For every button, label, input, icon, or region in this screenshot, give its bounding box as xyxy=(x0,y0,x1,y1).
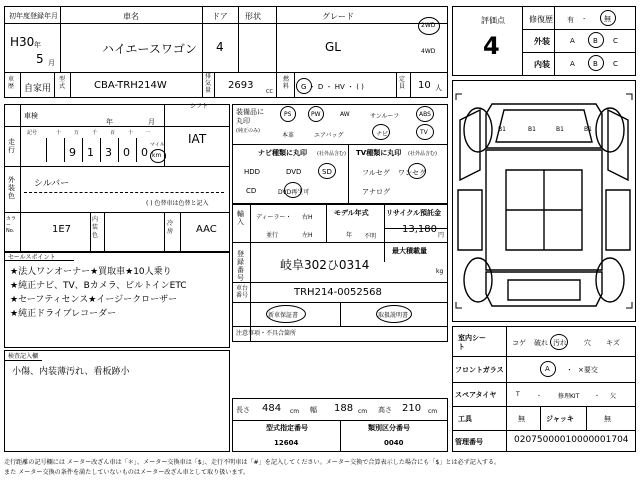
score-value: 4 xyxy=(483,32,500,60)
model-value: CBA-TRH214W xyxy=(94,80,167,91)
type-designation-value: 12604 xyxy=(274,439,299,447)
color-no-value: 1E7 xyxy=(52,224,72,235)
first-reg-era-year: H30 xyxy=(10,35,35,49)
mileage-digit-1: 9 xyxy=(69,146,76,159)
diagram-mark-b1-3: B1 xyxy=(556,126,564,133)
glass-sep: ・ xyxy=(566,366,573,374)
equip-airbag: エアバッグ xyxy=(314,132,344,139)
usage-value: 自家用 xyxy=(24,84,52,94)
spare-repair-kit: 修理KIT xyxy=(558,393,580,400)
tools-value: 無 xyxy=(518,415,525,423)
seat-scratch: キズ xyxy=(606,339,620,347)
seat-burn: コゲ xyxy=(512,339,526,347)
diagram-mark-b1-2: B1 xyxy=(528,126,536,133)
seat-dirty: 汚れ xyxy=(553,339,567,347)
unit-label-4: 百 xyxy=(110,130,116,136)
height-value: 210 xyxy=(402,403,422,414)
exterior-label: 外装 xyxy=(534,37,550,46)
registration-value: 岐阜302ひ0314 xyxy=(280,258,370,272)
glass-a: A xyxy=(545,365,550,373)
max-load-unit: kg xyxy=(436,268,444,275)
repair-history-yes: 有 xyxy=(567,16,574,24)
tv-type-label: TV種類に丸印 xyxy=(356,149,402,157)
mileage-digit-2: 1 xyxy=(87,146,94,159)
color-no-label: カラーNo. xyxy=(6,216,17,234)
equip-leather: 本革 xyxy=(282,132,295,139)
unit-label-3: 千 xyxy=(92,130,98,136)
equip-ps: PS xyxy=(284,111,292,118)
unit-label-2: 万 xyxy=(74,130,80,136)
fuel-label: 燃料 xyxy=(283,76,290,90)
inspector-text: 小傷、内装薄汚れ、看板跡小 xyxy=(12,367,130,377)
first-reg-month: 5 xyxy=(36,52,44,66)
recycle-unit: 円 xyxy=(438,232,445,239)
nav-dvd-play: DVD再生可 xyxy=(278,189,310,196)
jack-value: 無 xyxy=(604,415,611,423)
equip-abs: ABS xyxy=(419,111,431,118)
ac-value: AAC xyxy=(196,224,217,235)
length-label: 長さ xyxy=(236,406,250,414)
fuel-options: G ・ D ・ HV ・ ( ) xyxy=(301,83,364,91)
manual: 取扱説明書 xyxy=(378,312,409,319)
tv-fullseg: フルセグ xyxy=(362,169,390,177)
import-dealer: ディーラー・ xyxy=(256,214,292,221)
inspection-month-unit: 月 xyxy=(148,118,155,126)
import-label: 輸入 xyxy=(237,210,244,226)
equip-pw: PW xyxy=(311,111,321,118)
max-load-label: 最大積載量 xyxy=(392,247,427,255)
mileage-digit-3: 3 xyxy=(105,146,112,159)
glass-replace: ×要交 xyxy=(578,366,598,374)
chassis-value: TRH214-0052568 xyxy=(294,287,382,298)
inspection-year-unit: 年 xyxy=(106,118,113,126)
equip-sunroof: サンルーフ xyxy=(370,113,400,120)
exterior-b: B xyxy=(593,37,598,45)
nav-type-sub: (社外品含む) xyxy=(317,151,346,157)
displacement-unit: CC xyxy=(266,89,273,95)
width-label: 幅 xyxy=(310,406,317,414)
doors-label: ドア xyxy=(212,12,228,21)
recycle-amount: 13,180 xyxy=(402,224,437,235)
height-unit: cm xyxy=(428,408,438,415)
score-label: 評価点 xyxy=(481,16,505,25)
steering-left: 左H xyxy=(302,232,313,239)
footer-note-1: 走行距離の記号欄には メーター改ざん車は「＊」、メーター交換車は「$」、走行不明車は「#」を記入してください。メーター交換で合算表示した場合にも「$」とは必ず記入する。 xyxy=(4,459,501,466)
seat-hole: 穴 xyxy=(584,339,591,347)
color-label: 外装色 xyxy=(8,176,15,200)
equip-tv: TV xyxy=(420,129,428,136)
equipment-sub-label: (純正のみ) xyxy=(236,128,260,134)
chassis-label: 車台番号 xyxy=(236,285,249,299)
model-year-label: モデル年式 xyxy=(334,209,369,217)
tv-oneseg: ワンセグ xyxy=(398,169,426,177)
grade-label: グレード xyxy=(322,12,354,21)
displacement-value: 2693 xyxy=(228,80,254,91)
recycle-label: リサイクル預託金 xyxy=(386,209,442,217)
first-reg-month-unit: 月 xyxy=(48,59,55,67)
repair-history-no: 無 xyxy=(604,15,611,23)
equip-aw: AW xyxy=(340,111,350,118)
control-no-label: 管理番号 xyxy=(455,438,483,446)
notes-label: 注意事項・不具合箇所 xyxy=(236,330,297,337)
spare-sep1: ・ xyxy=(536,393,543,400)
unit-label-5: 十 xyxy=(128,130,134,136)
nav-type-label: ナビ種類に丸印 xyxy=(258,149,307,157)
length-unit: cm xyxy=(290,408,300,415)
diagram-mark-b1-4: B1 xyxy=(584,126,592,133)
model-year-value: 不明 xyxy=(364,233,377,240)
width-unit: cm xyxy=(358,408,368,415)
sales-point-3: ★セーフティセンス★イージークローザー xyxy=(10,295,178,305)
doors-value: 4 xyxy=(216,40,224,54)
interior-c: C xyxy=(613,60,618,68)
unit-label-6: 一 xyxy=(145,130,151,136)
nav-sd: SD xyxy=(322,168,332,176)
grade-value: GL xyxy=(325,40,341,54)
footer-note-2: また メーター交換の条件を満たしていないものはメーター改ざん車として取り扱います。 xyxy=(4,469,250,476)
shape-label: 形状 xyxy=(245,12,261,21)
nav-dvd: DVD xyxy=(286,168,302,176)
seat-tear: 破れ xyxy=(534,339,548,347)
transmission-value: IAT xyxy=(188,132,207,146)
inspector-label: 検査記入欄 xyxy=(8,353,39,360)
usage-label: 車歴 xyxy=(8,76,15,90)
shift-label: シフト xyxy=(190,103,209,110)
repair-history-dash: - xyxy=(583,15,586,23)
mileage-digit-5: 0 xyxy=(141,146,148,159)
import-parallel: 並行 xyxy=(266,232,279,239)
registration-label: 登録番号 xyxy=(237,250,244,282)
length-value: 484 xyxy=(262,403,282,414)
interior-seat-label: 室内シート xyxy=(458,334,486,351)
nav-hdd: HDD xyxy=(244,168,261,176)
model-label: 型式 xyxy=(59,76,66,90)
first-reg-label: 初年度登録年月 xyxy=(9,12,58,20)
interior-a: A xyxy=(570,60,575,68)
front-glass-label: フロントガラス xyxy=(455,366,504,374)
drive-4wd: 4WD xyxy=(421,48,436,55)
exterior-a: A xyxy=(570,37,575,45)
unit-km: km xyxy=(152,152,162,159)
capacity-unit: 人 xyxy=(435,84,442,92)
control-no-value: 02075000010000001704 xyxy=(514,435,629,445)
exterior-c: C xyxy=(613,37,618,45)
unit-mile: マイル xyxy=(150,142,165,148)
mileage-label: 走行 xyxy=(8,138,15,154)
tv-analog: アナログ xyxy=(362,188,390,196)
nav-cd: CD xyxy=(246,187,257,195)
ac-label: 冷房 xyxy=(167,220,174,235)
interior-color-label: 内装色 xyxy=(92,216,99,239)
jack-label: ジャッキ xyxy=(546,415,574,423)
spare-t: T xyxy=(516,391,520,398)
interior-label: 内装 xyxy=(534,60,550,69)
inspection-label: 車検 xyxy=(24,112,38,120)
tv-type-sub: (社外品含む) xyxy=(408,151,437,157)
diagram-mark-b1-1: B1 xyxy=(498,126,506,133)
width-value: 188 xyxy=(334,403,354,414)
first-reg-year-unit: 年 xyxy=(34,41,41,49)
class-number-label: 類別区分番号 xyxy=(368,424,410,432)
capacity-value: 10 xyxy=(418,80,431,91)
color-change-note: ( ) 色替車は色替と記入 xyxy=(146,200,209,207)
drive-2wd: 2WD xyxy=(421,22,436,29)
digit-mark-label: 記号 xyxy=(27,130,38,136)
equipment-label: 装備品に丸印 xyxy=(236,108,264,125)
type-designation-label: 型式指定番号 xyxy=(266,424,308,432)
car-name-label: 車名 xyxy=(123,12,139,21)
equip-nav: ナビ xyxy=(376,131,389,138)
new-warranty: 新車保証書 xyxy=(268,312,299,319)
interior-b: B xyxy=(593,60,598,68)
spare-tire-label: スペアタイヤ xyxy=(455,391,497,399)
sales-points-label: セールスポイント xyxy=(8,254,56,261)
color-value: シルバー xyxy=(34,179,70,189)
class-number-value: 0040 xyxy=(384,439,404,447)
height-label: 高さ xyxy=(378,406,392,414)
spare-missing: 欠 xyxy=(610,393,617,400)
sales-point-4: ★純正ドライブレコーダー xyxy=(10,309,117,319)
sales-point-1: ★法人ワンオーナー★買取車★10人乗り xyxy=(10,267,172,277)
car-name: ハイエースワゴン xyxy=(102,42,197,56)
unit-label-1: 十 xyxy=(56,130,62,136)
spare-sep2: ・ xyxy=(594,393,601,400)
capacity-label: 定員 xyxy=(399,76,406,90)
steering-right: 右H xyxy=(302,214,313,221)
displacement-label: 排気量 xyxy=(205,73,212,94)
vehicle-diagram xyxy=(452,80,636,322)
tools-label: 工具 xyxy=(458,415,472,423)
model-year-unit: 年 xyxy=(346,232,353,239)
repair-history-label: 修復歴 xyxy=(529,15,553,24)
sales-point-2: ★純正ナビ、TV、Bカメラ、ビルトインETC xyxy=(10,281,187,291)
mileage-digit-4: 0 xyxy=(123,146,130,159)
